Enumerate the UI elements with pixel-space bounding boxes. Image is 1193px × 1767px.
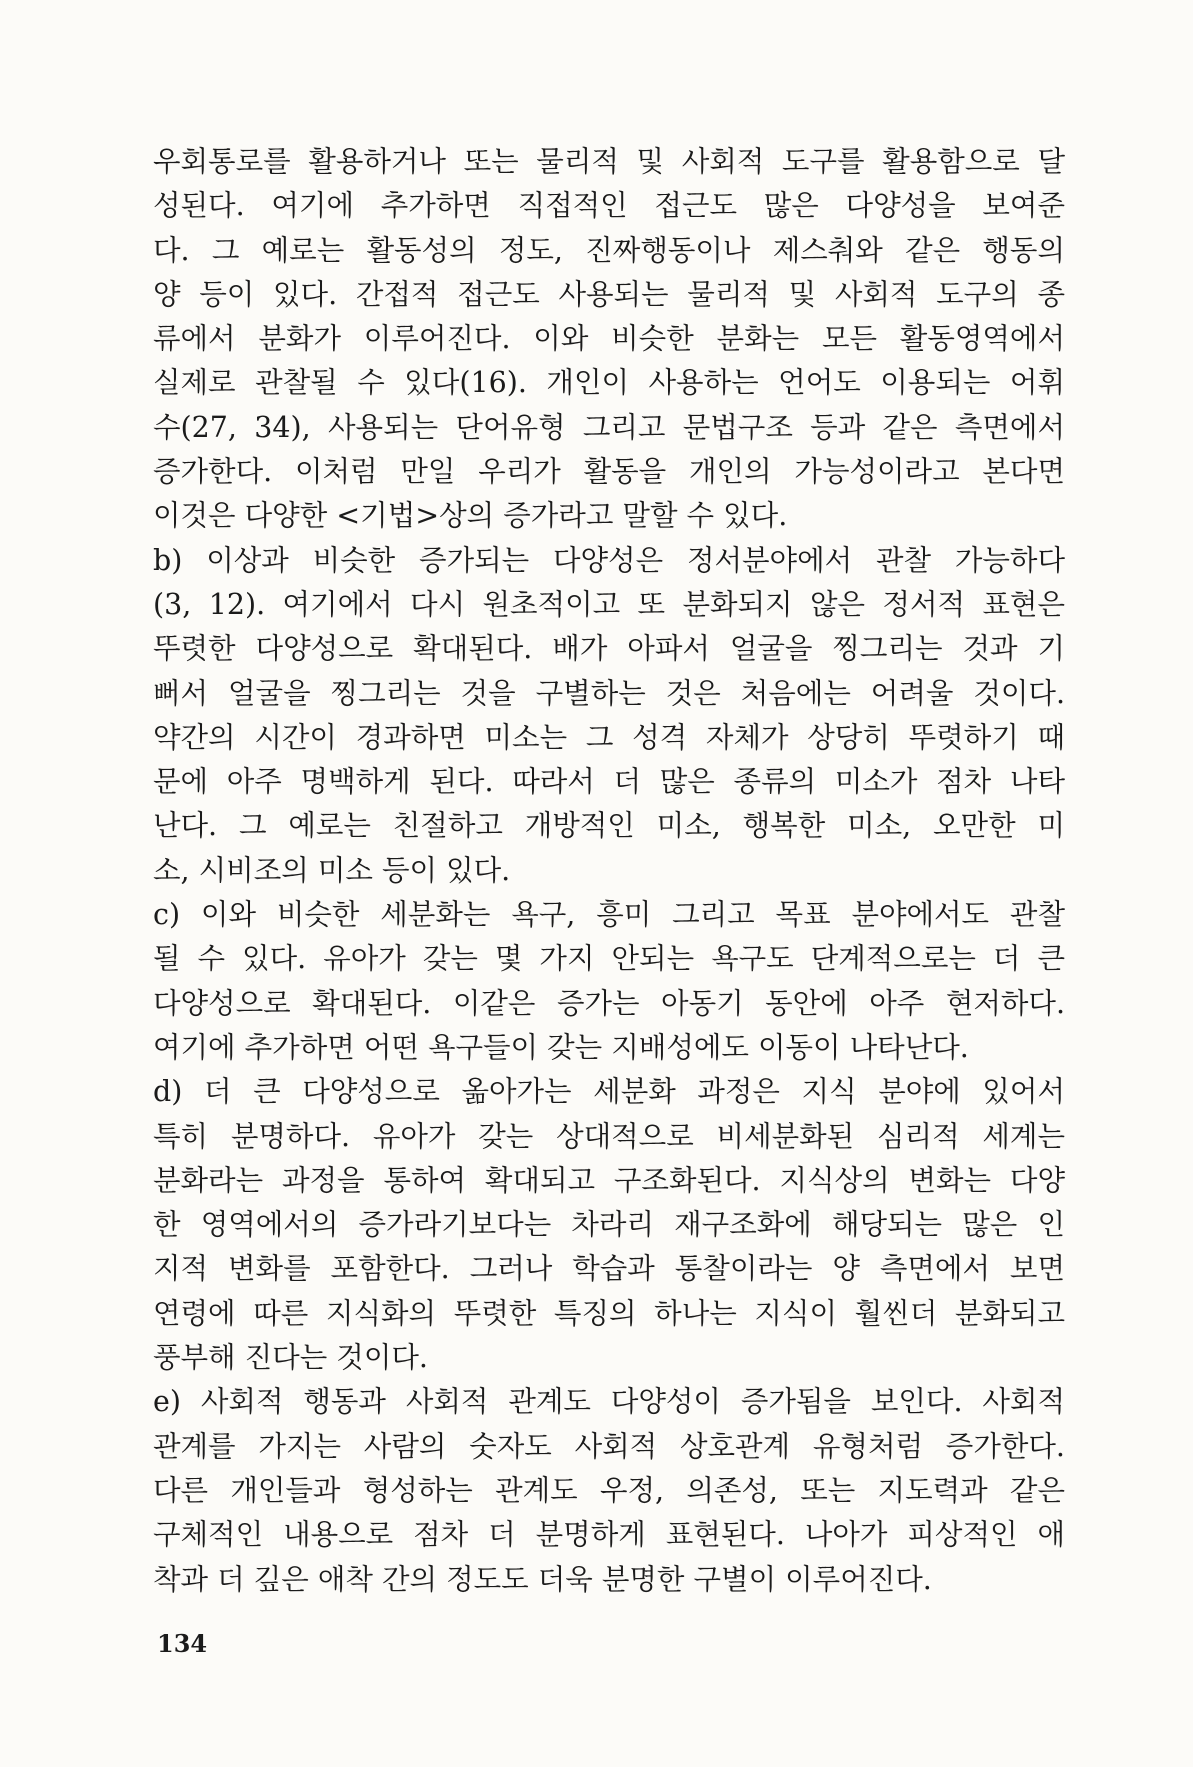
text-line: 한 영역에서의 증가라기보다는 차라리 재구조화에 해당되는 많은 인 <box>153 1208 1065 1242</box>
body-text <box>153 140 1065 1602</box>
text-line: 양 등이 있다. 간접적 접근도 사용되는 물리적 및 사회적 도구의 종 <box>153 277 1065 311</box>
text-line: c) 이와 비슷한 세분화는 욕구, 흥미 그리고 목표 분야에서도 관찰 <box>153 898 1065 932</box>
text-line: 소, 시비조의 미소 등이 있다. <box>153 853 511 887</box>
text-line: 이것은 다양한 <기법>상의 증가라고 말할 수 있다. <box>153 499 788 533</box>
text-line: 풍부해 진다는 것이다. <box>153 1341 428 1375</box>
text-line: 지적 변화를 포함한다. 그러나 학습과 통찰이라는 양 측면에서 보면 <box>153 1252 1065 1286</box>
text-line: 여기에 추가하면 어떤 욕구들이 갖는 지배성에도 이동이 나타난다. <box>153 1030 969 1064</box>
text-line: 뚜렷한 다양성으로 확대된다. 배가 아파서 얼굴을 찡그리는 것과 기 <box>153 632 1065 666</box>
text-line: 분화라는 과정을 통하여 확대되고 구조화된다. 지식상의 변화는 다양 <box>153 1163 1065 1197</box>
page-number: 134 <box>157 1629 208 1658</box>
text-line: 류에서 분화가 이루어진다. 이와 비슷한 분화는 모든 활동영역에서 <box>153 322 1065 356</box>
text-line: e) 사회적 행동과 사회적 관계도 다양성이 증가됨을 보인다. 사회적 <box>153 1385 1065 1419</box>
text-line: 수(27, 34), 사용되는 단어유형 그리고 문법구조 등과 같은 측면에서 <box>153 410 1065 444</box>
text-line: d) 더 큰 다양성으로 옮아가는 세분화 과정은 지식 분야에 있어서 <box>153 1075 1065 1109</box>
text-line: 특히 분명하다. 유아가 갖는 상대적으로 비세분화된 심리적 세계는 <box>153 1119 1065 1153</box>
text-line: 다. 그 예로는 활동성의 정도, 진짜행동이나 제스춰와 같은 행동의 <box>153 233 1065 267</box>
text-line: (3, 12). 여기에서 다시 원초적이고 또 분화되지 않은 정서적 표현은 <box>153 587 1065 621</box>
text-line: 실제로 관찰될 수 있다(16). 개인이 사용하는 언어도 이용되는 어휘 <box>153 366 1065 400</box>
text-line: 뻐서 얼굴을 찡그리는 것을 구별하는 것은 처음에는 어려울 것이다. <box>153 676 1065 710</box>
text-line: 성된다. 여기에 추가하면 직접적인 접근도 많은 다양성을 보여준 <box>153 189 1065 223</box>
text-line: 문에 아주 명백하게 된다. 따라서 더 많은 종류의 미소가 점차 나타 <box>153 765 1065 799</box>
text-line: 다양성으로 확대된다. 이같은 증가는 아동기 동안에 아주 현저하다. <box>153 986 1065 1020</box>
text-line: 착과 더 깊은 애착 간의 정도도 더욱 분명한 구별이 이루어진다. <box>153 1562 932 1596</box>
text-line: 약간의 시간이 경과하면 미소는 그 성격 자체가 상당히 뚜렷하기 때 <box>153 720 1065 754</box>
text-line: 증가한다. 이처럼 만일 우리가 활동을 개인의 가능성이라고 본다면 <box>153 455 1065 489</box>
text-line: 구체적인 내용으로 점차 더 분명하게 표현된다. 나아가 피상적인 애 <box>153 1518 1065 1552</box>
text-line: 난다. 그 예로는 친절하고 개방적인 미소, 행복한 미소, 오만한 미 <box>153 809 1065 843</box>
text-line: 다른 개인들과 형성하는 관계도 우정, 의존성, 또는 지도력과 같은 <box>153 1473 1065 1507</box>
text-line: 될 수 있다. 유아가 갖는 몇 가지 안되는 욕구도 단계적으로는 더 큰 <box>153 942 1065 976</box>
text-line: b) 이상과 비슷한 증가되는 다양성은 정서분야에서 관찰 가능하다 <box>153 543 1065 577</box>
text-line: 관계를 가지는 사람의 숫자도 사회적 상호관계 유형처럼 증가한다. <box>153 1429 1065 1463</box>
text-line: 연령에 따른 지식화의 뚜렷한 특징의 하나는 지식이 훨씬더 분화되고 <box>153 1296 1065 1330</box>
text-line: 우회통로를 활용하거나 또는 물리적 및 사회적 도구를 활용함으로 달 <box>153 145 1065 178</box>
